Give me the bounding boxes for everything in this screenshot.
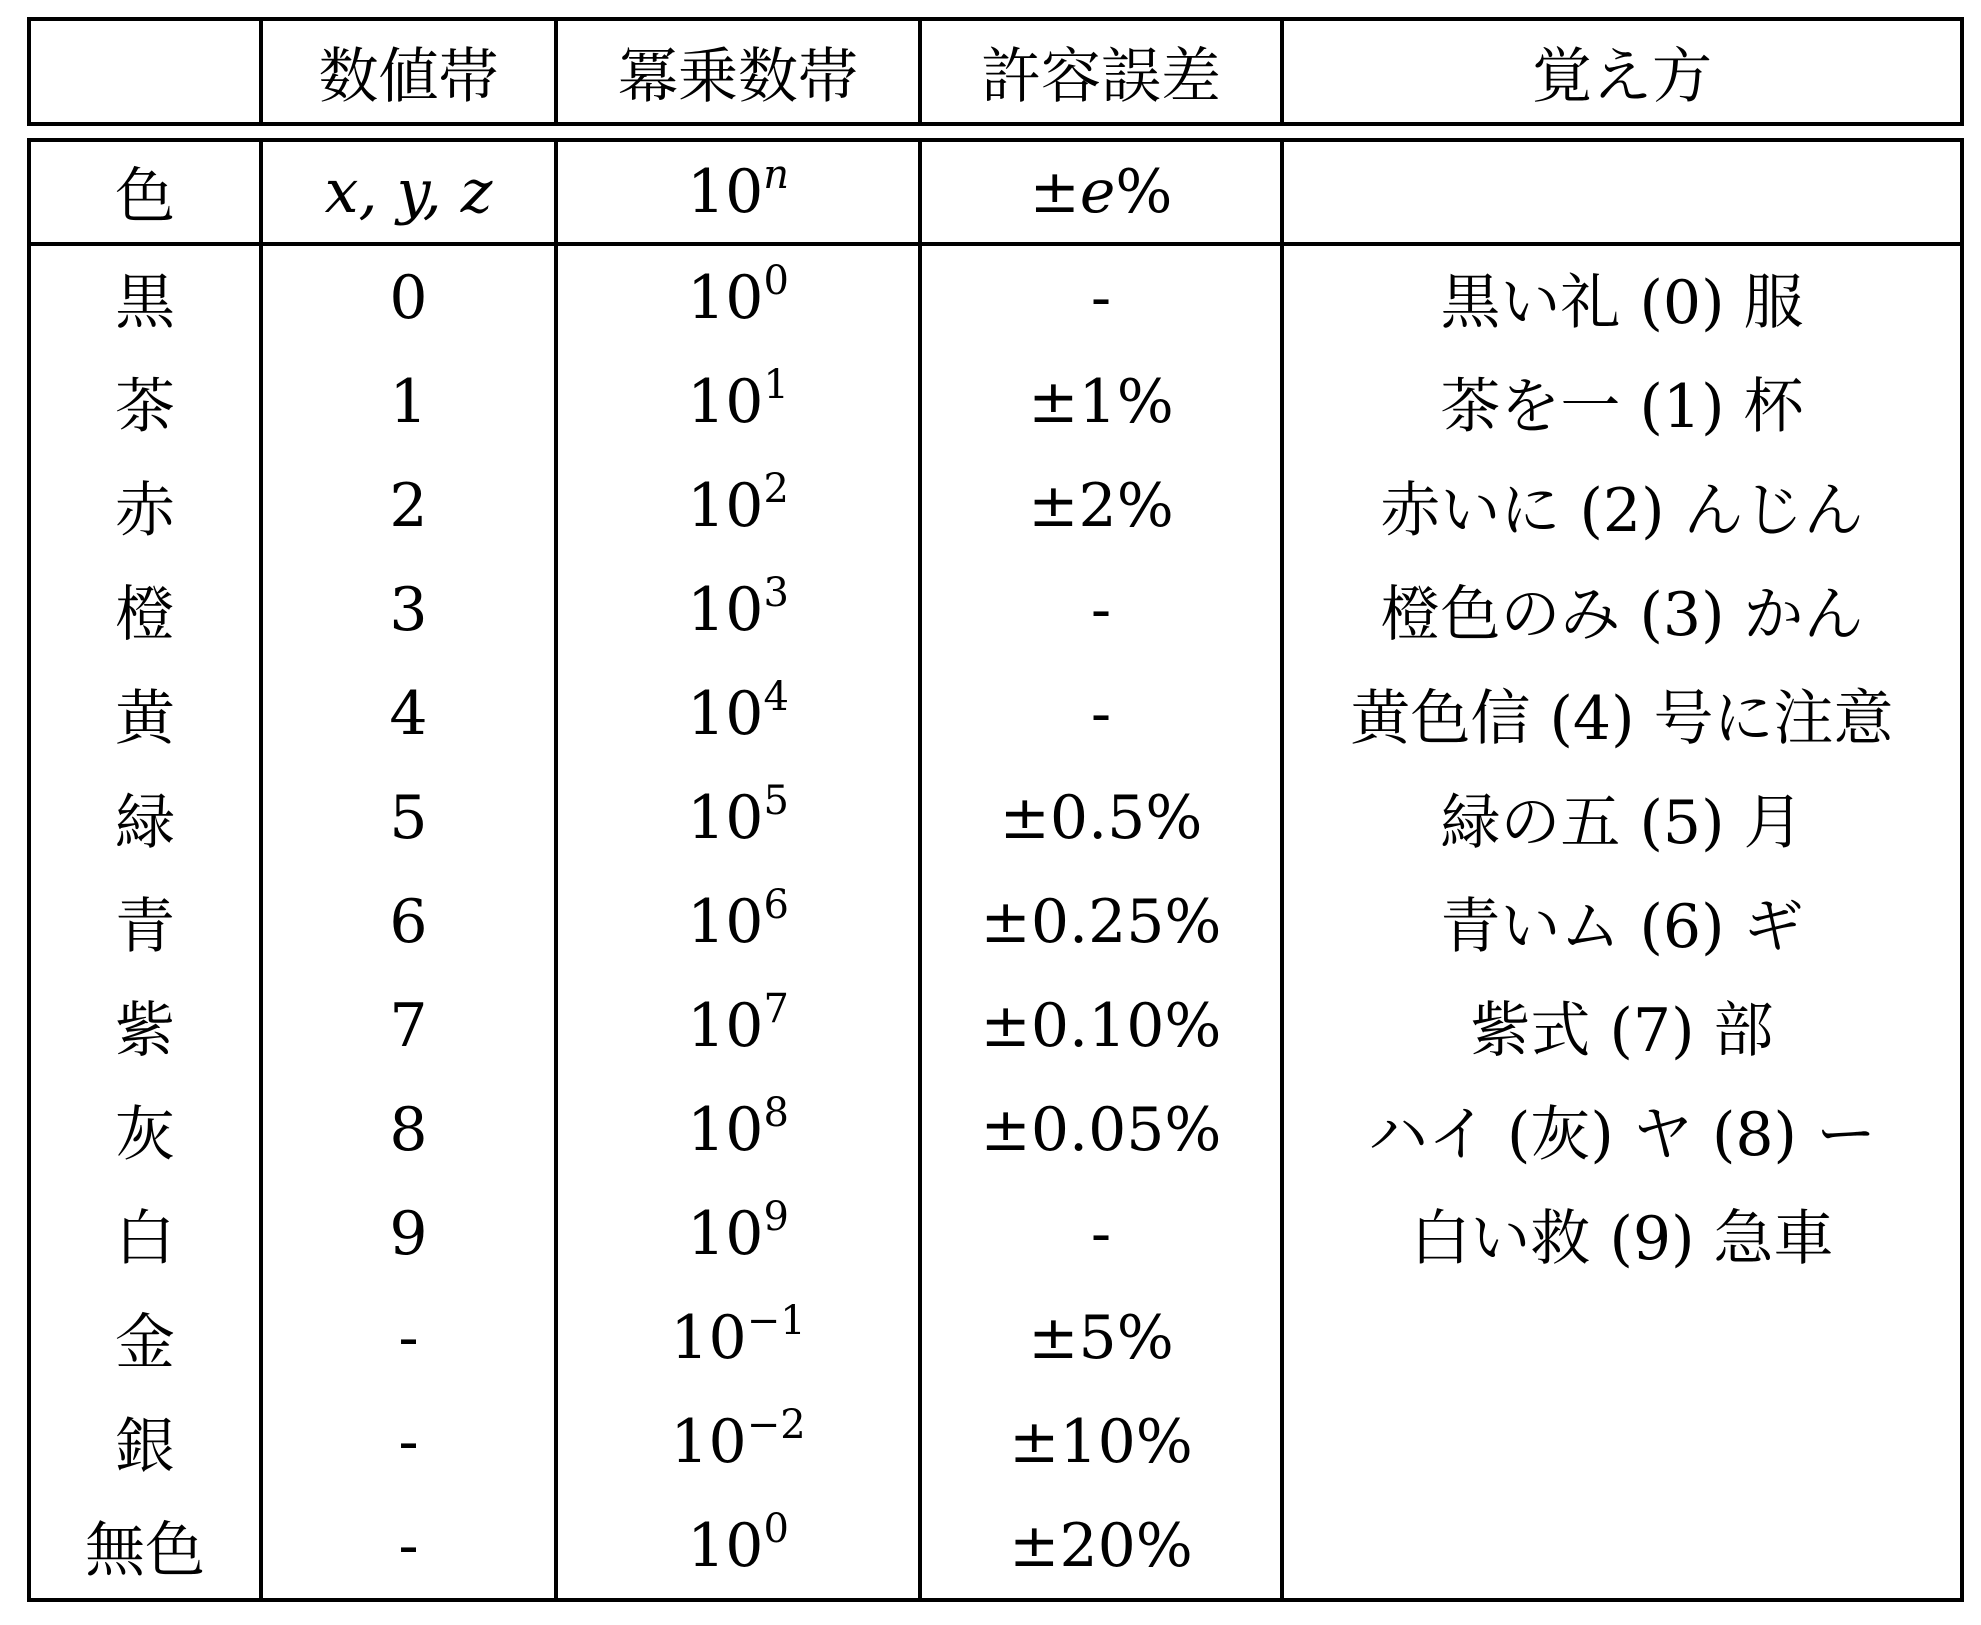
percent-sign: % xyxy=(1115,157,1173,227)
plus-minus-sign: ± xyxy=(1029,157,1080,227)
power-cell xyxy=(556,870,920,974)
color-cell: 赤 xyxy=(29,454,261,558)
header-row xyxy=(29,19,1962,124)
tolerance-cell: ±2% xyxy=(920,454,1282,558)
tolerance-cell: ±0.05% xyxy=(920,1078,1282,1182)
mnemonic-cell: 赤いに (2) んじん xyxy=(1282,454,1962,558)
power-exponent: 4 xyxy=(763,674,789,720)
color-cell: 橙 xyxy=(29,558,261,662)
power-base: 10 xyxy=(687,1511,764,1581)
row-orange xyxy=(29,558,1962,662)
power-exponent: 0 xyxy=(763,1506,789,1552)
mnemonic-cell: 黒い礼 (0) 服 xyxy=(1282,244,1962,350)
value-cell: - xyxy=(261,1286,556,1390)
power-cell xyxy=(556,350,920,454)
power-base: 10 xyxy=(686,157,764,227)
power-base: 10 xyxy=(670,1407,747,1477)
row-green xyxy=(29,766,1962,870)
value-cell: - xyxy=(261,1494,556,1600)
power-cell xyxy=(556,1494,920,1600)
value-cell: 1 xyxy=(261,350,556,454)
power-base: 10 xyxy=(670,1303,747,1373)
color-cell: 紫 xyxy=(29,974,261,1078)
value-cell: 2 xyxy=(261,454,556,558)
value-cell: 9 xyxy=(261,1182,556,1286)
row-blue xyxy=(29,870,1962,974)
power-exponent: −1 xyxy=(746,1298,806,1344)
power-cell xyxy=(556,1078,920,1182)
power-exponent: 3 xyxy=(763,570,789,616)
power-cell xyxy=(556,1182,920,1286)
power-exponent: 8 xyxy=(763,1090,789,1136)
value-cell: 4 xyxy=(261,662,556,766)
tolerance-cell: ±10% xyxy=(920,1390,1282,1494)
subheader-row xyxy=(29,140,1962,244)
header-cell-tolerance: 許容誤差 xyxy=(920,19,1282,124)
color-cell: 銀 xyxy=(29,1390,261,1494)
power-exponent: 6 xyxy=(763,882,789,928)
power-cell xyxy=(556,1390,920,1494)
mnemonic-cell: 茶を一 (1) 杯 xyxy=(1282,350,1962,454)
power-cell xyxy=(556,558,920,662)
tolerance-cell: ±0.10% xyxy=(920,974,1282,1078)
row-brown xyxy=(29,350,1962,454)
subheader-color-label: 色 xyxy=(29,140,261,244)
power-cell xyxy=(556,244,920,350)
mnemonic-cell: 緑の五 (5) 月 xyxy=(1282,766,1962,870)
row-gold xyxy=(29,1286,1962,1390)
power-cell xyxy=(556,662,920,766)
tolerance-cell: ±5% xyxy=(920,1286,1282,1390)
tolerance-cell: ±0.5% xyxy=(920,766,1282,870)
power-base: 10 xyxy=(687,991,764,1061)
tolerance-cell: ±0.25% xyxy=(920,870,1282,974)
math-e: e xyxy=(1079,157,1116,227)
subheader-tolerance xyxy=(920,140,1282,244)
power-exponent: 5 xyxy=(763,778,789,824)
tolerance-cell: ±1% xyxy=(920,350,1282,454)
power-base: 10 xyxy=(687,1095,764,1165)
color-cell: 茶 xyxy=(29,350,261,454)
power-base: 10 xyxy=(687,679,764,749)
power-base: 10 xyxy=(687,887,764,957)
tolerance-cell: - xyxy=(920,1182,1282,1286)
header-cell-multiplier-band: 冪乗数帯 xyxy=(556,19,920,124)
table-body-section xyxy=(27,138,1964,1602)
row-silver xyxy=(29,1390,1962,1494)
mnemonic-cell: 橙色のみ (3) かん xyxy=(1282,558,1962,662)
power-base: 10 xyxy=(687,263,764,333)
math-xyz: x, y, z xyxy=(324,157,493,227)
value-cell: - xyxy=(261,1390,556,1494)
power-base: 10 xyxy=(687,783,764,853)
header-cell-mnemonic: 覚え方 xyxy=(1282,19,1962,124)
value-cell: 3 xyxy=(261,558,556,662)
resistor-color-code-table xyxy=(27,17,1960,1602)
power-exponent: 9 xyxy=(763,1194,789,1240)
header-cell-value-band: 数値帯 xyxy=(261,19,556,124)
mnemonic-cell xyxy=(1282,1390,1962,1494)
power-base: 10 xyxy=(687,367,764,437)
table-header-section xyxy=(27,17,1964,126)
row-black xyxy=(29,244,1962,350)
value-cell: 8 xyxy=(261,1078,556,1182)
power-cell xyxy=(556,454,920,558)
power-exponent: 2 xyxy=(763,466,789,512)
tolerance-cell: - xyxy=(920,244,1282,350)
value-cell: 5 xyxy=(261,766,556,870)
tolerance-cell: - xyxy=(920,558,1282,662)
mnemonic-cell xyxy=(1282,1494,1962,1600)
row-gray xyxy=(29,1078,1962,1182)
color-cell: 灰 xyxy=(29,1078,261,1182)
row-colorless xyxy=(29,1494,1962,1600)
mnemonic-cell: ハイ (灰) ヤ (8) ー xyxy=(1282,1078,1962,1182)
color-cell: 金 xyxy=(29,1286,261,1390)
mnemonic-cell: 青いム (6) ギ xyxy=(1282,870,1962,974)
tolerance-cell: ±20% xyxy=(920,1494,1282,1600)
power-exponent: −2 xyxy=(746,1402,806,1448)
mnemonic-cell: 黄色信 (4) 号に注意 xyxy=(1282,662,1962,766)
row-white xyxy=(29,1182,1962,1286)
power-exponent: 0 xyxy=(763,258,789,304)
header-cell-empty xyxy=(29,19,261,124)
power-exponent: n xyxy=(763,152,790,198)
color-cell: 白 xyxy=(29,1182,261,1286)
value-cell: 6 xyxy=(261,870,556,974)
row-yellow xyxy=(29,662,1962,766)
power-cell xyxy=(556,1286,920,1390)
color-cell: 黄 xyxy=(29,662,261,766)
color-cell: 緑 xyxy=(29,766,261,870)
subheader-value-symbols xyxy=(261,140,556,244)
power-base: 10 xyxy=(687,1199,764,1269)
power-base: 10 xyxy=(687,575,764,645)
power-exponent: 1 xyxy=(763,362,789,408)
mnemonic-cell: 白い救 (9) 急車 xyxy=(1282,1182,1962,1286)
value-cell: 7 xyxy=(261,974,556,1078)
power-cell xyxy=(556,974,920,1078)
power-cell xyxy=(556,766,920,870)
power-exponent: 7 xyxy=(763,986,789,1032)
tolerance-cell: - xyxy=(920,662,1282,766)
value-cell: 0 xyxy=(261,244,556,350)
power-base: 10 xyxy=(687,471,764,541)
mnemonic-cell xyxy=(1282,1286,1962,1390)
subheader-mnemonic-empty xyxy=(1282,140,1962,244)
double-rule-gap xyxy=(27,126,1960,138)
row-red xyxy=(29,454,1962,558)
subheader-power xyxy=(556,140,920,244)
color-cell: 無色 xyxy=(29,1494,261,1600)
color-cell: 黒 xyxy=(29,244,261,350)
row-purple xyxy=(29,974,1962,1078)
color-cell: 青 xyxy=(29,870,261,974)
mnemonic-cell: 紫式 (7) 部 xyxy=(1282,974,1962,1078)
